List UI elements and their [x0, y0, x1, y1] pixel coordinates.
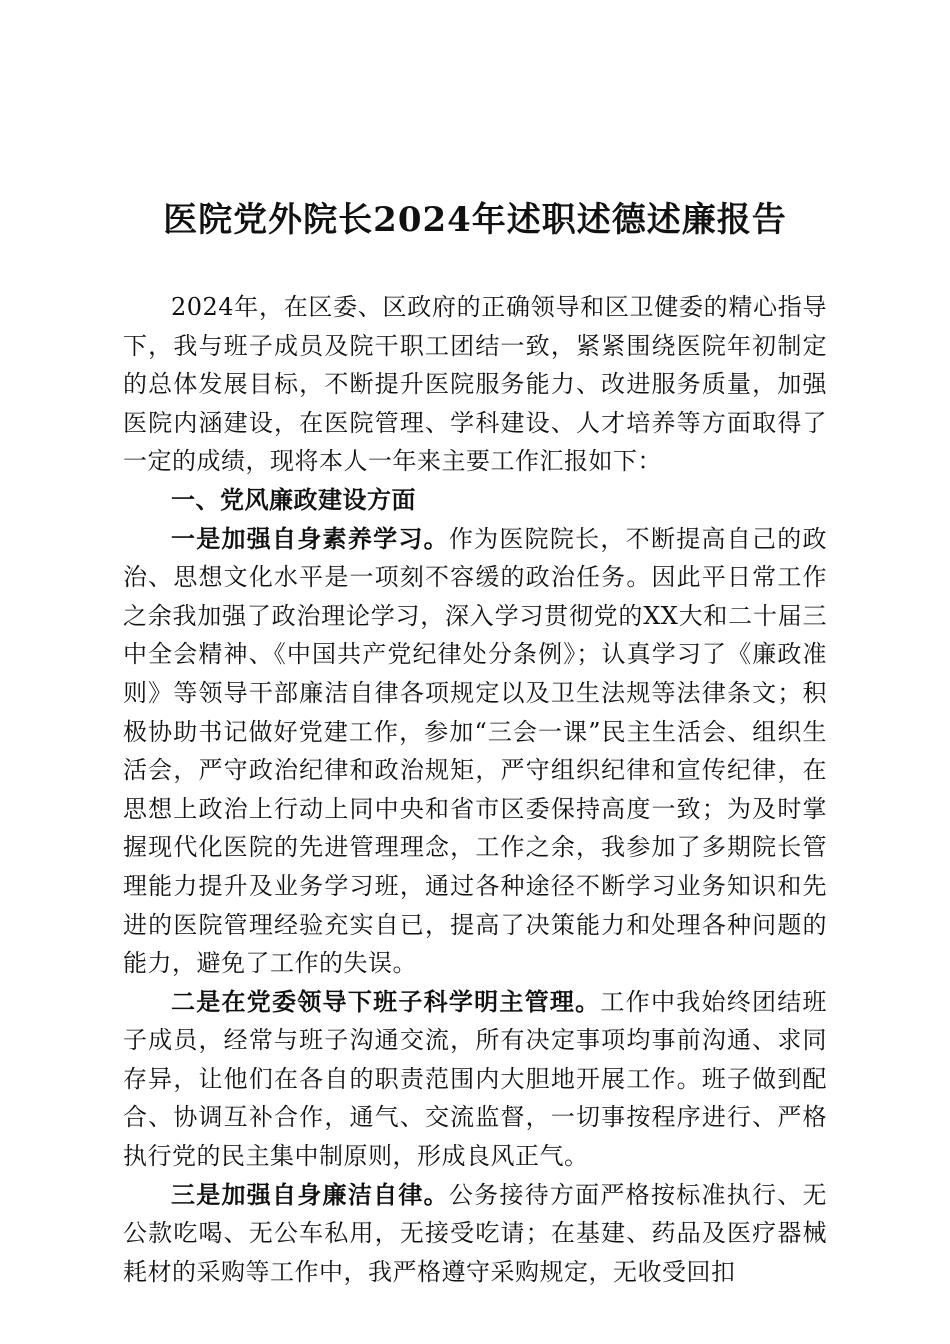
item-lead-2: 二是在党委领导下班子科学明主管理。	[171, 986, 601, 1016]
document-body	[123, 288, 827, 1291]
item-lead-1: 一是加强自身素养学习。	[171, 523, 449, 553]
item-text-3: 公务接待方面严格按标准执行、无公款吃喝、无公车私用，无接受吃请；在基建、药品及医疗器械耗材的采购等工作中，我严格遵守采购规定，无收受回扣	[123, 1180, 827, 1286]
intro-paragraph: 2024年，在区委、区政府的正确领导和区卫健委的精心指导下，我与班子成员及院干职工团结一致，紧紧围绕医院年初制定的总体发展目标，不断提升医院服务能力、改进服务质量，加强医院内涵建设，在医院管理、学科建设、人才培养等方面取得了一定的成绩，现将本人一年来主要工作汇报如下：	[123, 293, 827, 476]
item-paragraph-1	[123, 520, 827, 983]
item-text-1: 作为医院院长，不断提高自己的政治、思想文化水平是一项刻不容缓的政治任务。因此平日常工作之余我加强了政治理论学习，深入学习贯彻党的XX大和二十届三中全会精神、《中国共产党纪律处分条例》；认真学习了《廉政准则》等领导干部廉洁自律各项规定以及卫生法规等法律条文；积极协助书记做好党建工作，参加“三会一课”民主生活会、组织生活会，严守政治纪律和政治规矩，严守组织纪律和宣传纪律，在思想上政治上行动上同中央和省市区委保持高度一致；为及时掌握现代化医院的先进管理理念，工作之余，我参加了多期院长管理能力提升及业务学习班，通过各种途径不断学习业务知识和先进的医院管理经验充实自已，提高了决策能力和处理各种问题的能力，避免了工作的失误。	[123, 524, 827, 978]
document-title: 医院党外院长2024年述职述德述廉报告	[163, 200, 787, 240]
item-text-2: 工作中我始终团结班子成员，经常与班子沟通交流，所有决定事项均事前沟通、求同存异，让他们在各自的职责范围内大胆地开展工作。班子做到配合、协调互补合作，通气、交流监督，一切事按程序进行、严格执行党的民主集中制原则，形成良风正气。	[123, 987, 828, 1171]
item-paragraph-2	[123, 983, 827, 1176]
item-lead-3: 三是加强自身廉洁自律。	[171, 1179, 449, 1209]
item-paragraph-3	[123, 1176, 827, 1292]
section-heading-1: 一、党风廉政建设方面	[171, 484, 416, 514]
